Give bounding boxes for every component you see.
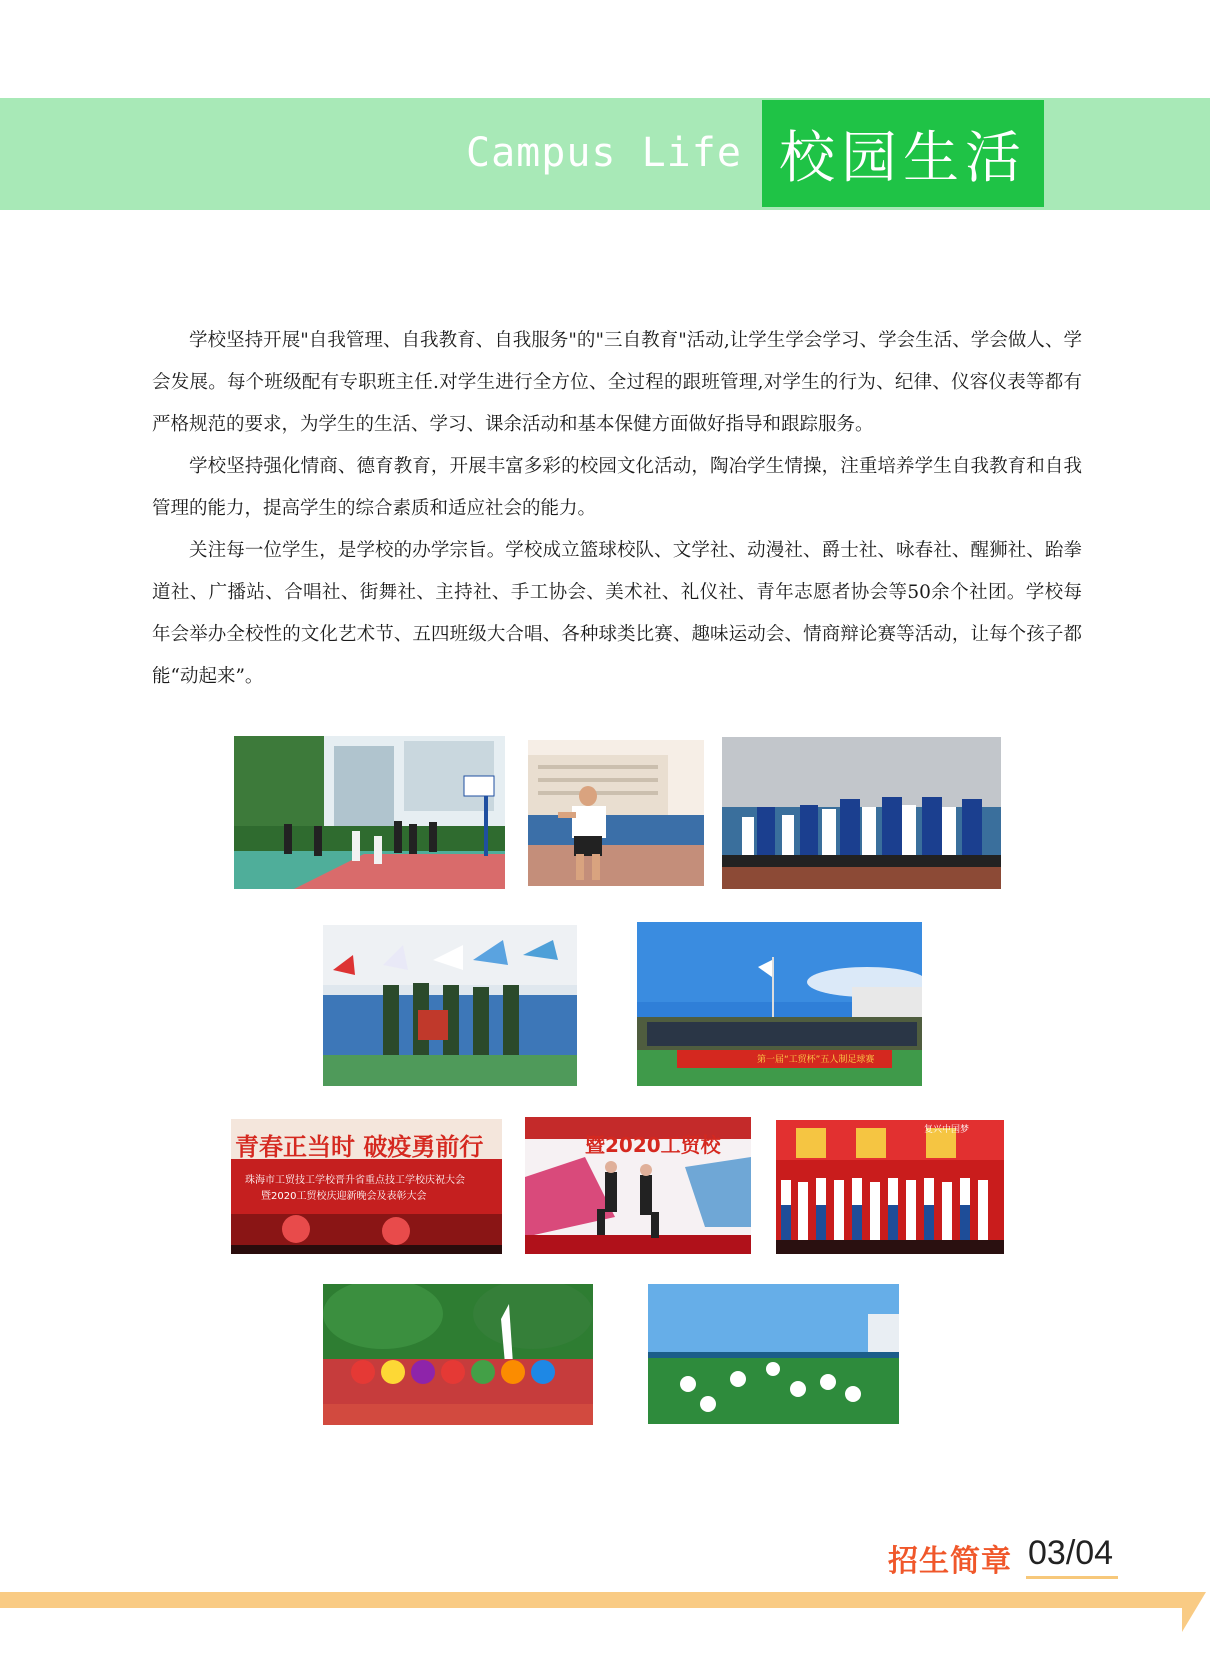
- photo-fun-sports: [323, 1284, 593, 1425]
- photo-stage-line3: 暨2020工贸校庆迎新晚会及表彰大会: [261, 1191, 427, 1202]
- photo-basketball: [234, 736, 505, 889]
- photo-runner: [528, 740, 704, 886]
- photo-parade-flags: [323, 925, 577, 1086]
- header-title-box: [762, 100, 1044, 207]
- paragraph-3: 关注每一位学生，是学校的办学宗旨。学校成立篮球校队、文学社、动漫社、爵士社、咏春社、醒狮社、跆拳道社、广播站、合唱社、街舞社、主持社、手工协会、美术社、礼仪社、青年志愿者协会等50余个社团。学校每年会举办全校性的文化艺术节、五四班级大合唱、各种球类比赛、趣味运动会、情商辩论赛等活动，让每个孩子都能“动起来”。: [152, 540, 1082, 687]
- photo-dance-performance: [525, 1117, 751, 1254]
- photo-football-group: [637, 922, 922, 1086]
- photo-banner-football: 第一届“工贸杯”五人制足球赛: [757, 1055, 875, 1065]
- photo-dance-headline: 暨2020工贸校: [585, 1133, 721, 1157]
- paragraph-1: 学校坚持开展"自我管理、自我教育、自我服务"的"三自教育"活动,让学生学会学习、学会生活、学会做人、学会发展。每个班级配有专职班主任.对学生进行全方位、全过程的跟班管理,对学生的行为、纪律、仪容仪表等都有严格规范的要求，为学生的生活、学习、课余活动和基本保健方面做好指导和跟踪服务。: [152, 330, 1082, 435]
- body-text: [152, 320, 1082, 698]
- header-title-cn: 校园生活: [779, 125, 1027, 191]
- photo-stage-headline: 青春正当时 破疫勇前行: [235, 1133, 484, 1161]
- bottom-bar: [0, 1592, 1188, 1608]
- header-title-en: Campus Life: [466, 130, 742, 176]
- photo-stage-ceremony: [231, 1119, 502, 1254]
- paragraph-2: 学校坚持强化情商、德育教育，开展丰富多彩的校园文化活动，陶冶学生情操，注重培养学生自我教育和自我管理的能力，提高学生的综合素质和适应社会的能力。: [152, 456, 1082, 519]
- photo-choir: [776, 1120, 1004, 1254]
- photo-martial-arts: [648, 1284, 899, 1424]
- photo-students-marching: [722, 737, 1001, 889]
- bottom-bar-tab: [1182, 1592, 1206, 1632]
- footer-brand: 招生简章: [888, 1544, 1012, 1579]
- photo-choir-caption: 复兴中国梦: [924, 1125, 970, 1135]
- page-number-underline: [1026, 1576, 1118, 1579]
- photo-stage-line2: 珠海市工贸技工学校晋升省重点技工学校庆祝大会: [245, 1175, 465, 1186]
- page-number: 03/04: [1028, 1534, 1114, 1572]
